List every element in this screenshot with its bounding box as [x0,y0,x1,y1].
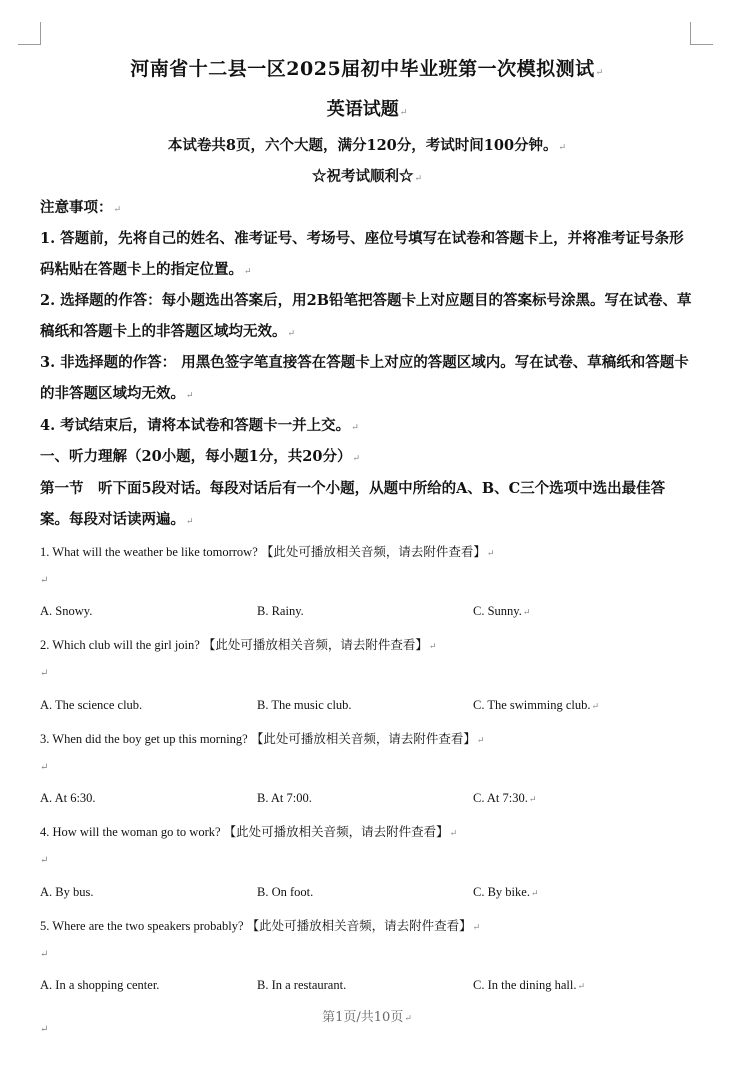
paragraph-mark-icon: ↵ [244,267,252,277]
exam-info: 本试卷共8页，六个大题，满分120分，考试时间100分钟。↵ [167,137,567,154]
paragraph-mark-icon: ↵ [352,454,360,464]
crop-mark-top-right [690,22,713,45]
question-2-option-b: B. The music club. [257,698,352,712]
note-item-4: 4. 考试结束后，请将本试卷和答题卡一并上交。↵ [40,417,359,434]
paragraph-mark-icon: ↵ [486,548,495,558]
blank-line-mark: ↵ [40,949,49,960]
blank-line-mark: ↵ [40,668,49,679]
paragraph-mark-icon: ↵ [476,735,485,745]
paragraph-mark-icon: ↵ [186,391,194,401]
paragraph-mark-icon: ↵ [287,329,296,339]
question-2-option-a: A. The science club. [40,698,143,712]
question-3-option-a: A. At 6:30. [40,791,96,805]
paragraph-mark-icon: ↵ [414,174,423,184]
question-3-option-b: B. At 7:00. [257,791,312,805]
paragraph-mark-icon: ↵ [351,423,359,433]
question-5-option-b: B. In a restaurant. [257,978,347,992]
note-item-3: 3. 非选择题的作答： 用黑色签字笔直接答在答题卡上对应的答题区域内。写在试卷、草稿纸和答题卡的非答题区域均无效。↵ [40,354,689,402]
exam-wish: ☆祝考试顺利☆↵ [311,168,423,185]
question-1-option-b: B. Rainy. [257,604,304,618]
question-2: 2. Which club will the girl join? 【此处可播放相关音频，请去附件查看】↵ [40,638,437,652]
question-3: 3. When did the boy get up this morning? 【此处可播放相关音频，请去附件查看】↵ [40,732,485,746]
paragraph-mark-icon: ↵ [591,701,600,711]
question-1: 1. What will the weather be like tomorrow? 【此处可播放相关音频，请去附件查看】↵ [40,545,495,559]
paragraph-mark-icon: ↵ [428,641,437,651]
blank-line-mark: ↵ [40,762,49,773]
question-5: 5. Where are the two speakers probably? 【此处可播放相关音频，请去附件查看】↵ [40,919,481,933]
paragraph-mark-icon: ↵ [522,607,531,617]
question-5-option-a: A. In a shopping center. [40,978,160,992]
blank-line-mark: ↵ [40,575,49,586]
question-4-option-a: A. By bus. [40,885,94,899]
page-footer: 第1页/共10页↵ [322,1010,412,1025]
paragraph-mark-icon: ↵ [186,517,194,527]
paragraph-mark-icon: ↵ [113,205,122,215]
blank-line-mark: ↵ [40,855,49,866]
exam-subtitle: 英语试题↵ [326,99,408,120]
question-3-option-c: C. At 7:30.↵ [473,791,537,805]
section-title: 一、听力理解（20小题，每小题1分，共20分）↵ [40,448,360,465]
paragraph-mark-icon: ↵ [577,981,586,991]
question-4-option-b: B. On foot. [257,885,314,899]
blank-line-mark: ↵ [40,1024,49,1035]
note-item-2: 2. 选择题的作答：每小题选出答案后，用2B铅笔把答题卡上对应题目的答案标号涂黑。写在试卷、草稿纸和答题卡上的非答题区域均无效。↵ [40,292,692,340]
exam-title: 河南省十二县一区2025届初中毕业班第一次模拟测试↵ [130,58,604,80]
part-intro: 第一节 听下面5段对话。每段对话后有一个小题，从题中所给的A、B、C三个选项中选出最佳答案。每段对话读两遍。↵ [40,480,666,528]
question-1-option-c: C. Sunny.↵ [473,604,531,618]
paragraph-mark-icon: ↵ [404,1014,412,1024]
paragraph-mark-icon: ↵ [399,108,408,118]
question-4-option-c: C. By bike.↵ [473,885,539,899]
question-5-option-c: C. In the dining hall.↵ [473,978,586,992]
paragraph-mark-icon: ↵ [528,794,537,804]
paragraph-mark-icon: ↵ [595,68,604,78]
paragraph-mark-icon: ↵ [530,888,539,898]
question-1-option-a: A. Snowy. [40,604,93,618]
paragraph-mark-icon: ↵ [558,143,567,153]
question-4: 4. How will the woman go to work? 【此处可播放相关音频，请去附件查看】↵ [40,825,458,839]
crop-mark-top-left [18,22,41,45]
paragraph-mark-icon: ↵ [449,828,458,838]
notes-heading: 注意事项：↵ [40,199,122,216]
paragraph-mark-icon: ↵ [472,922,481,932]
note-item-1: 1. 答题前，先将自己的姓名、准考证号、考场号、座位号填写在试卷和答题卡上，并将准考证号条形码粘贴在答题卡上的指定位置。↵ [40,230,684,278]
question-2-option-c: C. The swimming club.↵ [473,698,600,712]
